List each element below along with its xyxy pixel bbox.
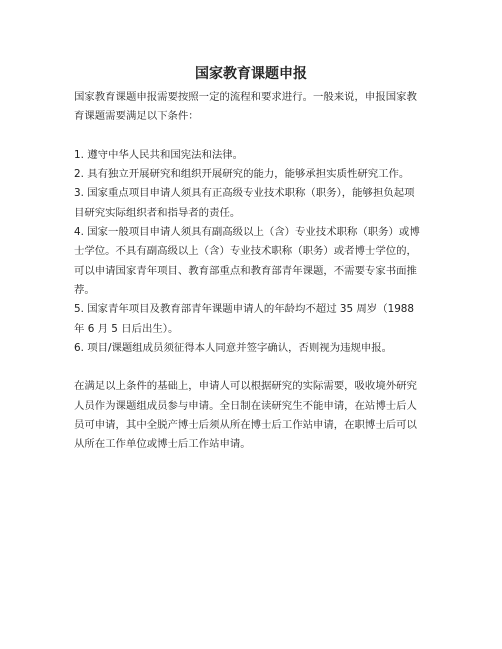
text-line: 5. 国家青年项目及教育部青年课题申请人的年龄均不超过 35 周岁（1988	[74, 303, 415, 316]
text-line: 员可申请，其中全脱产博士后须从所在博士后工作站申请，在职博士后可以	[74, 419, 417, 432]
text-line: 人员作为课题组成员参与申请。全日制在读研究生不能申请，在站博士后人	[74, 399, 417, 412]
document-body	[74, 88, 440, 455]
condition-item-6	[74, 339, 440, 358]
text-line: 1. 遵守中华人民共和国宪法和法律。	[74, 148, 244, 161]
page-title: 国家教育课题申报	[195, 66, 307, 82]
text-line: 3. 国家重点项目申请人须具有正高级专业技术职称（职务），能够担负起项	[74, 187, 415, 200]
condition-item-4	[74, 223, 440, 300]
text-line: 2. 具有独立开展研究和组织开展研究的能力，能够承担实质性研究工作。	[74, 168, 410, 181]
text-line: 国家教育课题申报需要按照一定的流程和要求进行。一般来说，申报国家教	[74, 91, 417, 103]
conditions-list	[74, 146, 440, 358]
text-line: 年 6 月 5 日后出生）。	[74, 322, 179, 335]
paragraph-gap	[74, 358, 440, 377]
text-line: 士学位。不具有副高级以上（含）专业技术职称（职务）或者博士学位的，	[74, 245, 417, 258]
text-line: 目研究实际组织者和指导者的责任。	[74, 206, 241, 219]
condition-item-5	[74, 300, 440, 339]
intro-paragraph	[74, 88, 440, 127]
text-line: 4. 国家一般项目申请人须具有副高级以上（含）专业技术职称（职务）或博	[74, 226, 420, 239]
condition-item-1	[74, 146, 440, 165]
paragraph-gap	[74, 127, 440, 146]
text-line: 育课题需要满足以下条件：	[74, 110, 199, 123]
closing-paragraph	[74, 377, 440, 454]
text-line: 6. 项目/课题组成员须征得本人同意并签字确认，否则视为违规申报。	[74, 341, 393, 354]
condition-item-2	[74, 165, 440, 184]
condition-item-3	[74, 184, 440, 223]
text-line: 荐。	[74, 283, 95, 296]
text-line: 可以申请国家青年项目、教育部重点和教育部青年课题，不需要专家书面推	[74, 264, 417, 277]
text-line: 从所在工作单位或博士后工作站申请。	[74, 438, 251, 451]
text-line: 在满足以上条件的基础上，申请人可以根据研究的实际需要，吸收境外研究	[74, 380, 417, 393]
